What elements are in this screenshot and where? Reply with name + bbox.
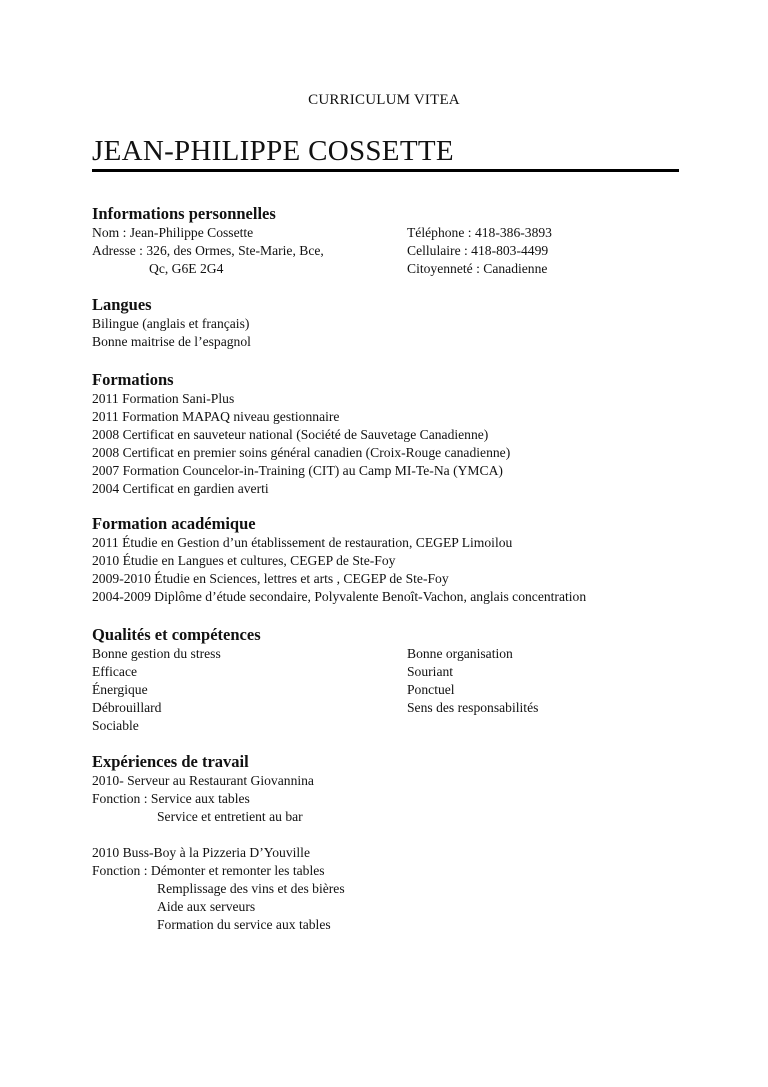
personal-address-line: Adresse : 326, des Ormes, Ste-Marie, Bce, [92,243,324,258]
job-entry [92,844,692,934]
list-item: 2011 Formation Sani-Plus [92,391,235,406]
spacer [92,826,692,844]
list-item: Bonne gestion du stress [92,646,221,661]
personal-cell-line: Cellulaire : 418-803-4499 [407,243,549,258]
job-function: Fonction : Service aux tables [92,791,250,806]
skills-right-column [407,645,538,717]
skills-left-column [92,645,692,735]
job-task: Aide aux serveurs [157,899,256,914]
section-experience [92,752,692,934]
list-item: 2008 Certificat en sauveteur national (Société de Sauvetage Canadienne) [92,427,489,442]
skills-columns [92,645,692,735]
name-divider [92,169,679,172]
list-item: 2011 Étudie en Gestion d’un établissement de restauration, CEGEP Limoilou [92,535,513,550]
job-title: 2010- Serveur au Restaurant Giovannina [92,773,314,788]
list-item: Débrouillard [92,700,162,715]
list-item: Énergique [92,682,148,697]
job-task: Remplissage des vins et des bières [157,881,345,896]
personal-address-line-2: Qc, G6E 2G4 [149,261,224,276]
section-heading-languages: Langues [92,295,152,314]
list-item: Bilingue (anglais et français) [92,316,250,331]
list-item: 2007 Formation Councelor-in-Training (CIT) au Camp MI-Te-Na (YMCA) [92,463,503,478]
section-trainings [92,370,692,498]
personal-phone-line: Téléphone : 418-386-3893 [407,225,552,240]
job-task: Formation du service aux tables [157,917,331,932]
document-title: CURRICULUM VITEA [308,92,460,108]
list-item: 2011 Formation MAPAQ niveau gestionnaire [92,409,340,424]
section-heading-trainings: Formations [92,370,174,389]
section-personal-info [92,204,692,278]
list-item: Ponctuel [407,682,455,697]
candidate-name: JEAN-PHILIPPE COSSETTE [92,135,454,167]
job-entry [92,772,692,826]
job-task: Service et entretient au bar [157,809,303,824]
list-item: Sens des responsabilités [407,700,539,715]
section-academic [92,514,692,606]
list-item: Bonne organisation [407,646,513,661]
personal-info-columns [92,224,692,278]
section-skills [92,625,692,735]
section-heading-skills: Qualités et compétences [92,625,261,644]
section-heading-personal: Informations personnelles [92,204,276,223]
personal-left-column [92,224,692,278]
personal-citizenship-line: Citoyenneté : Canadienne [407,261,548,276]
list-item: 2008 Certificat en premier soins général canadien (Croix-Rouge canadienne) [92,445,511,460]
list-item: Efficace [92,664,138,679]
personal-name-line: Nom : Jean-Philippe Cossette [92,225,254,240]
list-item: 2010 Étudie en Langues et cultures, CEGEP de Ste-Foy [92,553,396,568]
list-item: 2004-2009 Diplôme d’étude secondaire, Polyvalente Benoît-Vachon, anglais concentration [92,589,587,604]
list-item: Souriant [407,664,454,679]
list-item: Bonne maitrise de l’espagnol [92,334,251,349]
section-languages [92,295,692,351]
section-heading-academic: Formation académique [92,514,256,533]
section-heading-experience: Expériences de travail [92,752,249,771]
personal-right-column [407,224,552,278]
job-title: 2010 Buss-Boy à la Pizzeria D’Youville [92,845,310,860]
list-item: 2004 Certificat en gardien averti [92,481,269,496]
job-function: Fonction : Démonter et remonter les tables [92,863,325,878]
list-item: Sociable [92,718,139,733]
list-item: 2009-2010 Étudie en Sciences, lettres et arts , CEGEP de Ste-Foy [92,571,449,586]
